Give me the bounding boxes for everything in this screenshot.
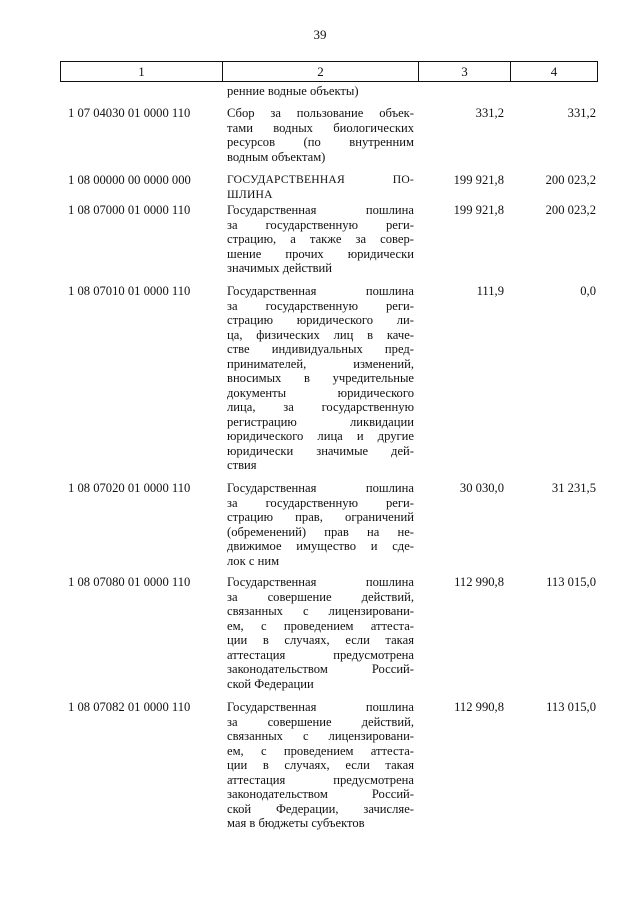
description-line: страцию прав, ограничений: [227, 510, 414, 524]
header-col-3: 3: [419, 62, 511, 81]
description-line: ции в случаях, если такая: [227, 758, 414, 772]
description-line: мая в бюджеты субъектов: [227, 816, 365, 830]
description-line: страцию, а также за совер-: [227, 232, 414, 246]
description-line: ской Федерации, зачисляе-: [227, 801, 414, 816]
page-number: 39: [313, 27, 327, 42]
income-description: [227, 106, 414, 164]
description-line: законодательством Россий-: [227, 787, 414, 801]
value-col-4: 200 023,2: [545, 203, 596, 217]
value-col-4: 331,2: [567, 106, 596, 120]
value-col-3: 112 990,8: [454, 575, 504, 589]
description-line: Государственная пошлина: [227, 284, 414, 298]
description-line: ствия: [227, 458, 257, 472]
income-description: [227, 84, 414, 99]
header-col-2: 2: [223, 62, 419, 81]
description-line: вносимых в учредительные: [227, 371, 414, 385]
value-col-3: 112 990,8: [454, 700, 504, 714]
description-line: стве индивидуальных пред-: [227, 342, 414, 356]
description-line: Государственная пошлина: [227, 203, 414, 217]
income-description: [227, 203, 414, 276]
description-line: за совершение действий,: [227, 714, 414, 729]
description-line: (обременений) прав на не-: [227, 524, 414, 539]
value-col-4: 200 023,2: [545, 173, 596, 187]
value-col-3: 111,9: [476, 284, 504, 298]
budget-code: 1 08 07000 01 0000 110: [68, 203, 191, 217]
description-line: ции в случаях, если такая: [227, 633, 414, 647]
header-col-1: 1: [61, 62, 223, 81]
description-line: за государственную реги-: [227, 217, 414, 232]
income-description: [227, 575, 414, 691]
description-line: за государственную реги-: [227, 298, 414, 313]
income-description: [227, 173, 414, 202]
value-col-4: 113 015,0: [546, 700, 596, 714]
description-line: Государственная пошлина: [227, 481, 414, 495]
description-line: аттестация предусмотрена: [227, 772, 414, 787]
description-line: ШЛИНА: [227, 187, 273, 201]
income-description: [227, 700, 414, 831]
description-line: аттестация предусмотрена: [227, 647, 414, 662]
budget-code: 1 08 07020 01 0000 110: [68, 481, 191, 495]
description-line: водным объектам): [227, 149, 326, 164]
description-line: ренние водные объекты): [227, 84, 359, 98]
description-line: движимое имущество и сде-: [227, 539, 414, 553]
description-line: связанных с лицензировани-: [227, 604, 414, 618]
budget-code: 1 07 04030 01 0000 110: [68, 106, 191, 120]
budget-code: 1 08 00000 00 0000 000: [68, 173, 191, 187]
description-line: связанных с лицензировани-: [227, 729, 414, 743]
table-header: [60, 61, 598, 82]
description-line: лица, за государственную: [227, 400, 414, 414]
description-line: законодательством Россий-: [227, 662, 414, 676]
header-col-4: 4: [550, 64, 558, 79]
description-line: ем, с проведением аттеста-: [227, 618, 414, 633]
description-line: лок с ним: [227, 553, 280, 568]
budget-code: 1 08 07082 01 0000 110: [68, 700, 191, 714]
description-line: Государственная пошлина: [227, 700, 414, 714]
description-line: юридически значимые дей-: [227, 443, 414, 458]
description-line: документы юридического: [227, 385, 414, 400]
value-col-3: 199 921,8: [453, 203, 504, 217]
description-line: тами водных биологических: [227, 120, 414, 135]
value-col-4: 113 015,0: [546, 575, 596, 589]
description-line: значимых действий: [227, 261, 333, 275]
description-line: принимателей, изменений,: [227, 356, 414, 371]
description-line: за государственную реги-: [227, 495, 414, 510]
description-line: ем, с проведением аттеста-: [227, 743, 414, 758]
description-line: за совершение действий,: [227, 589, 414, 604]
description-line: шение прочих юридически: [227, 246, 414, 261]
value-col-3: 199 921,8: [453, 173, 504, 187]
value-col-4: 31 231,5: [551, 481, 596, 495]
description-line: страцию юридического ли-: [227, 313, 414, 327]
description-line: юридического лица и другие: [227, 429, 414, 443]
description-line: Сбор за пользование объек-: [227, 106, 414, 120]
description-line: ресурсов (по внутренним: [227, 135, 414, 149]
description-line: Государственная пошлина: [227, 575, 414, 589]
description-line: ской Федерации: [227, 676, 314, 691]
description-line: ца, физических лиц в каче-: [227, 327, 414, 342]
income-description: [227, 284, 414, 473]
income-description: [227, 481, 414, 568]
description-line: ГОСУДАРСТВЕННАЯ ПО-: [227, 173, 414, 186]
budget-code: 1 08 07010 01 0000 110: [68, 284, 191, 298]
description-line: регистрацию ликвидации: [227, 414, 414, 429]
budget-code: 1 08 07080 01 0000 110: [68, 575, 191, 589]
value-col-3: 30 030,0: [459, 481, 504, 495]
value-col-3: 331,2: [475, 106, 504, 120]
value-col-4: 0,0: [580, 284, 596, 298]
